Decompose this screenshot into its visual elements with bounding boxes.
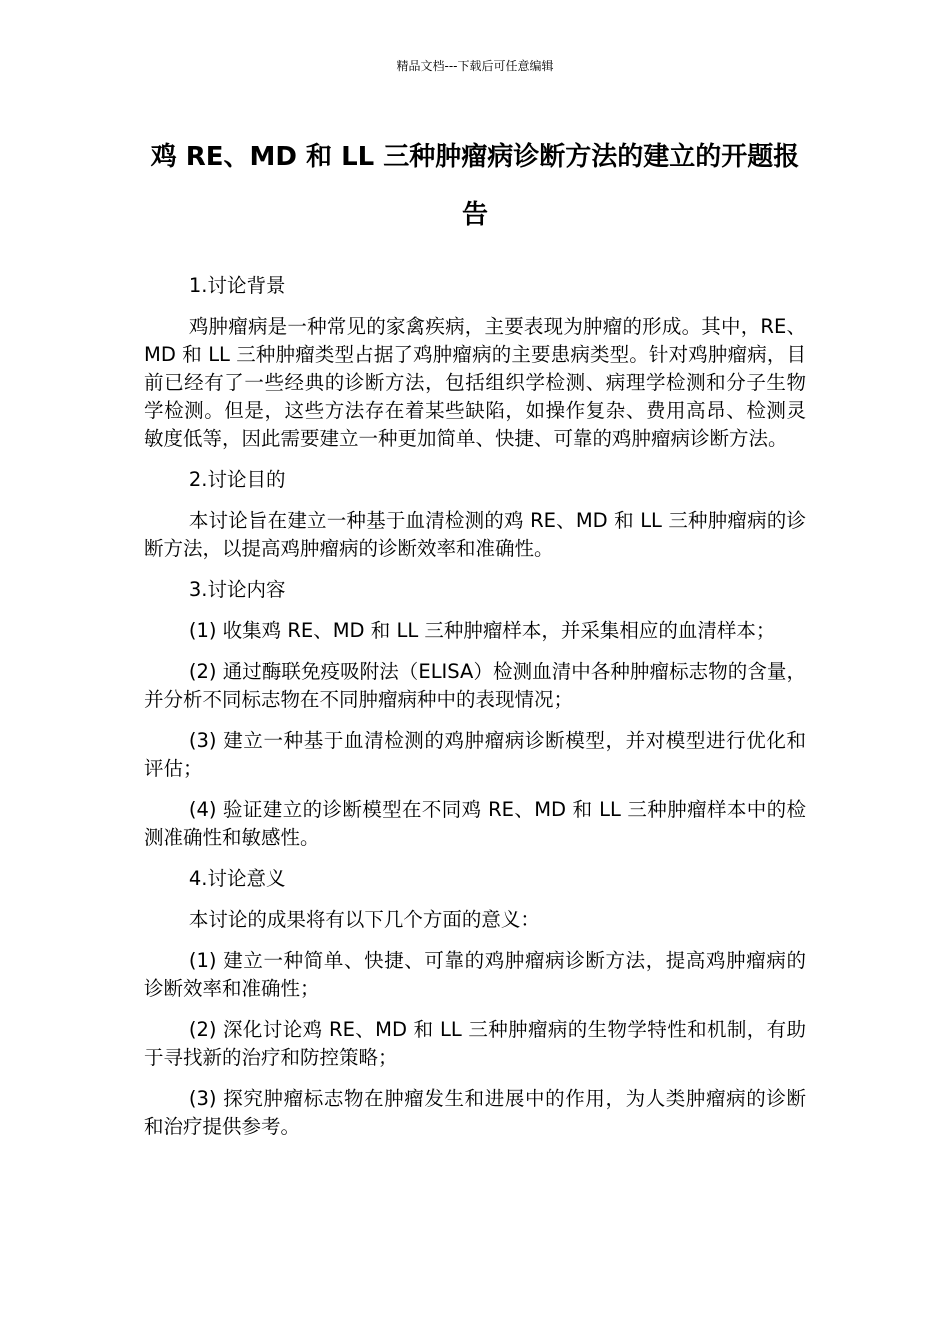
document-body [144,272,806,1154]
paragraph: 本讨论的成果将有以下几个方面的意义： [188,908,540,931]
section-heading-significance: 4.讨论意义 [188,867,286,890]
list-item: (2) 通过酶联免疫吸附法（ELISA）检测血清中各种肿瘤标志物的含量，并分析不同标志物在不同肿瘤病种中的表现情况； [144,660,806,711]
section-heading-background: 1.讨论背景 [188,274,286,297]
document-title: 鸡 RE、MD 和 LL 三种肿瘤病诊断方法的建立的开题报告 [150,142,800,230]
list-item: (3) 探究肿瘤标志物在肿瘤发生和进展中的作用，为人类肿瘤病的诊断和治疗提供参考。 [144,1087,806,1138]
header-note: 精品文档---下载后可任意编辑 [396,59,554,73]
list-item: (2) 深化讨论鸡 RE、MD 和 LL 三种肿瘤病的生物学特性和机制，有助于寻找新的治疗和防控策略； [144,1018,806,1069]
list-item: (3) 建立一种基于血清检测的鸡肿瘤病诊断模型，并对模型进行优化和评估； [144,729,806,780]
list-item: (1) 收集鸡 RE、MD 和 LL 三种肿瘤样本，并采集相应的血清样本； [188,619,776,642]
list-item: (4) 验证建立的诊断模型在不同鸡 RE、MD 和 LL 三种肿瘤样本中的检测准确性和敏感性。 [144,798,806,849]
section-heading-content: 3.讨论内容 [188,578,286,601]
paragraph: 鸡肿瘤病是一种常见的家禽疾病，主要表现为肿瘤的形成。其中，RE、MD 和 LL 三种肿瘤类型占据了鸡肿瘤病的主要患病类型。针对鸡肿瘤病，目前已经有了一些经典的诊断方法，包括组织学检测、病理学检测和分子生物学检测。但是，这些方法存在着某些缺陷，如操作复杂、费用高昂、检测灵敏度低等，因此需要建立一种更加简单、快捷、可靠的鸡肿瘤病诊断方法。 [144,315,806,450]
paragraph: 本讨论旨在建立一种基于血清检测的鸡 RE、MD 和 LL 三种肿瘤病的诊断方法，以提高鸡肿瘤病的诊断效率和准确性。 [144,509,806,560]
section-heading-purpose: 2.讨论目的 [188,468,286,491]
list-item: (1) 建立一种简单、快捷、可靠的鸡肿瘤病诊断方法，提高鸡肿瘤病的诊断效率和准确性； [144,949,806,1000]
